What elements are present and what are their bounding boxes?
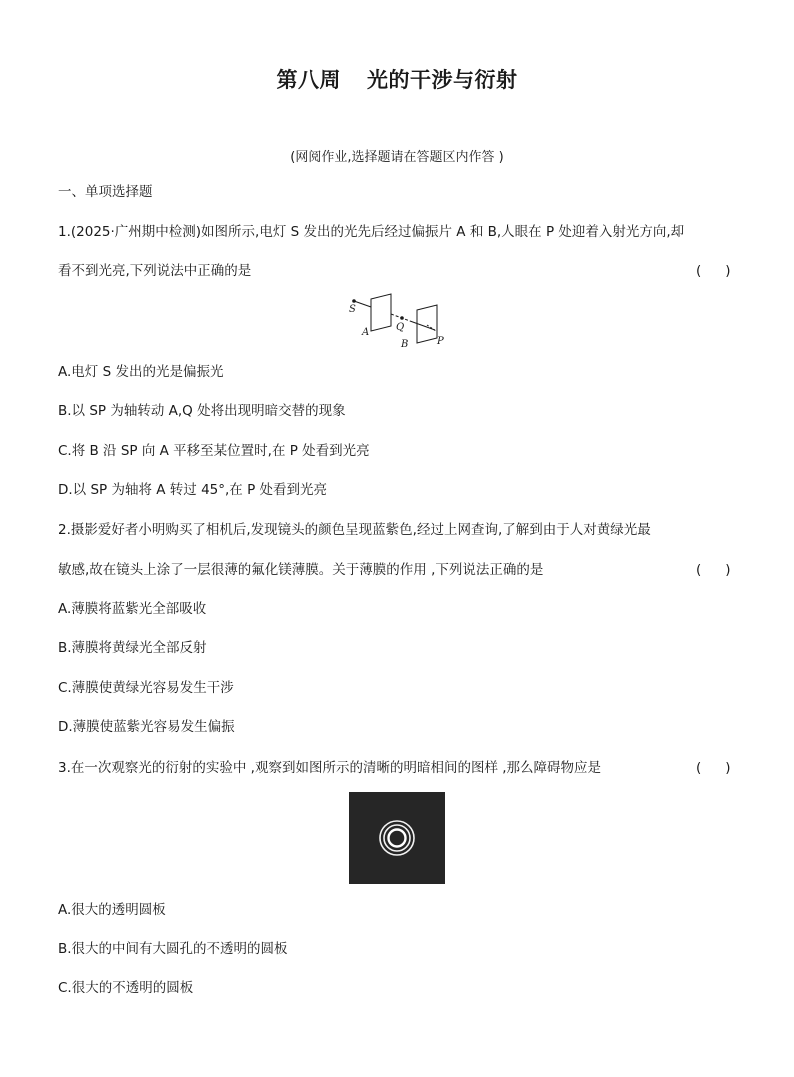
q1-polarizer-figure [340, 290, 460, 356]
q2-answer-paren [696, 562, 731, 578]
q1-option-a: A.电灯 S 发出的光是偏振光 [58, 364, 224, 380]
polarizer-b [417, 305, 437, 343]
label-b: B [401, 339, 409, 350]
dark-center [391, 832, 403, 844]
paren-close: ) [725, 263, 731, 279]
label-p: P [437, 336, 444, 347]
q3-stem-line1: 3.在一次观察光的衍射的实验中 ,观察到如图所示的清晰的明暗相间的图样 ,那么障碍物应是 [58, 760, 602, 776]
q1-option-b: B.以 SP 为轴转动 A,Q 处将出现明暗交替的现象 [58, 403, 346, 419]
q1-stem-line2: 看不到光亮,下列说法中正确的是 [58, 263, 252, 279]
paren-open: ( [696, 562, 702, 578]
title-week: 第八周 [276, 68, 341, 92]
q2-stem-line2: 敏感,故在镜头上涂了一层很薄的氟化镁薄膜。关于薄膜的作用 ,下列说法正确的是 [58, 562, 544, 578]
q3-diffraction-figure [349, 792, 445, 884]
title-topic: 光的干涉与衍射 [367, 68, 518, 92]
q1-option-d: D.以 SP 为轴将 A 转过 45°,在 P 处看到光亮 [58, 482, 328, 498]
polarizer-a [371, 294, 391, 331]
q3-option-a: A.很大的透明圆板 [58, 902, 166, 918]
paren-open: ( [696, 760, 702, 776]
page-title [0, 64, 794, 94]
paren-close: ) [725, 562, 731, 578]
paren-open: ( [696, 263, 702, 279]
label-q: Q [396, 322, 405, 333]
q2-option-a: A.薄膜将蓝紫光全部吸收 [58, 601, 207, 617]
q2-stem-line1: 2.摄影爱好者小明购买了相机后,发现镜头的颜色呈现蓝紫色,经过上网查询,了解到由于人对黄绿光最 [58, 522, 651, 538]
q3-option-b: B.很大的中间有大圆孔的不透明的圆板 [58, 941, 288, 957]
lamp-s-dot [352, 299, 356, 303]
q1-option-c: C.将 B 沿 SP 向 A 平移至某位置时,在 P 处看到光亮 [58, 443, 370, 459]
q3-option-c: C.很大的不透明的圆板 [58, 980, 194, 996]
point-q-dot [400, 316, 404, 320]
q3-answer-paren [696, 760, 731, 776]
paren-close: ) [725, 760, 731, 776]
q2-option-d: D.薄膜使蓝紫光容易发生偏振 [58, 719, 235, 735]
q2-option-c: C.薄膜使黄绿光容易发生干涉 [58, 680, 234, 696]
section-heading: 一、单项选择题 [58, 184, 153, 200]
ray-segment-3 [410, 321, 435, 330]
q1-stem-line1: 1.(2025·广州期中检测)如图所示,电灯 S 发出的光先后经过偏振片 A 和 B,人眼在 P 处迎着入射光方向,却 [58, 224, 685, 240]
page-subtitle: (网阅作业,选择题请在答题区内作答 ) [290, 150, 504, 165]
label-s: S [349, 304, 356, 315]
label-a: A [362, 327, 370, 338]
q1-answer-paren [696, 263, 731, 279]
ray-segment-1 [354, 301, 371, 307]
q2-option-b: B.薄膜将黄绿光全部反射 [58, 640, 207, 656]
